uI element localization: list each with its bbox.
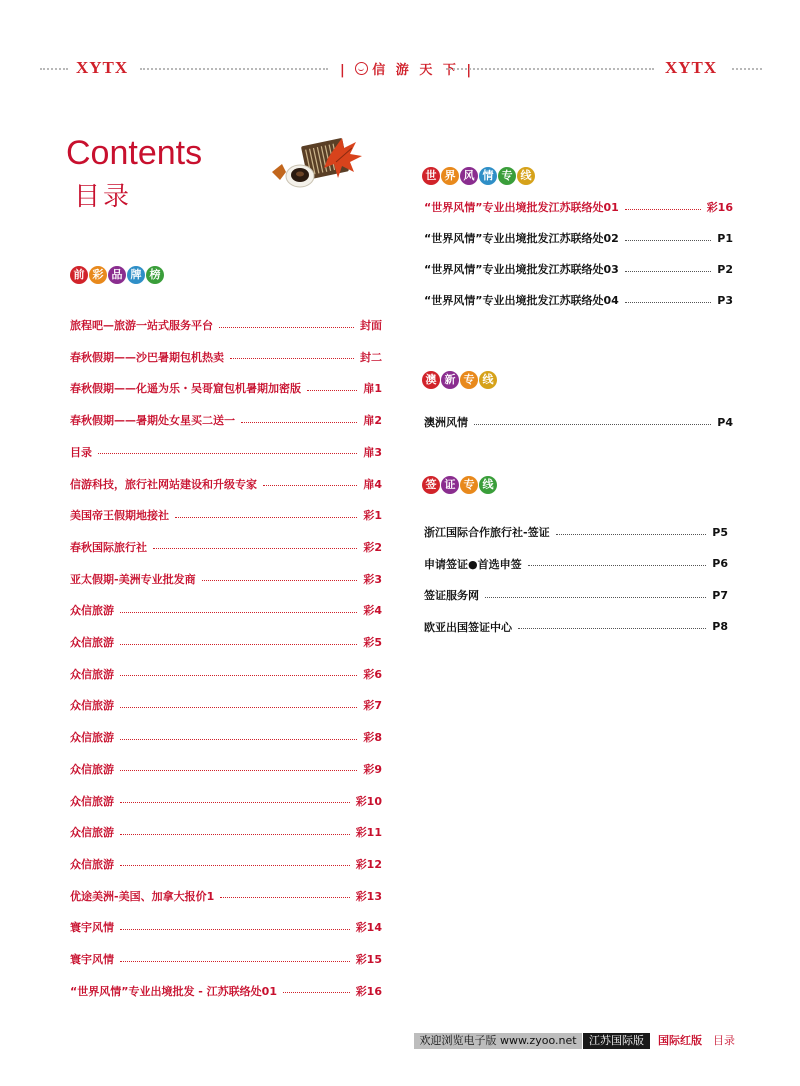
toc-entry-title: 众信旅游: [70, 826, 114, 840]
toc-entry-title: 目录: [70, 445, 92, 459]
toc-entry[interactable]: [424, 199, 733, 215]
toc-entry[interactable]: [70, 444, 382, 460]
toc-entry-page: P2: [717, 262, 733, 276]
toc-entry-title: 旅程吧—旅游一站式服务平台: [70, 319, 213, 332]
header-dots-right: [732, 68, 762, 70]
toc-entry-title: 寰宇风情: [70, 921, 114, 935]
dotted-leader: [474, 424, 711, 425]
badge-char: 专: [460, 476, 478, 494]
dotted-leader: [120, 961, 350, 962]
coffee-cup-icon: [286, 165, 314, 187]
toc-entry-title: 众信旅游: [70, 762, 114, 776]
header-dots-left: [40, 68, 68, 70]
dotted-leader: [625, 209, 701, 210]
toc-entry-page: 彩16: [355, 984, 382, 998]
footer-promo[interactable]: 欢迎浏览电子版 www.zyoo.net: [414, 1033, 582, 1049]
toc-entry-title: 众信旅游: [70, 731, 114, 745]
toc-entry[interactable]: [424, 587, 728, 603]
toc-entry[interactable]: [424, 524, 728, 540]
toc-entry[interactable]: [424, 230, 733, 246]
toc-entry-title: 众信旅游: [70, 636, 114, 649]
toc-entry-page: 扉2: [363, 414, 382, 428]
toc-entry[interactable]: [70, 380, 382, 396]
dotted-leader: [120, 770, 357, 771]
badge-char: 专: [460, 371, 478, 389]
toc-entry[interactable]: [424, 414, 733, 430]
toc-entry[interactable]: [70, 349, 382, 365]
toc-entry-page: 扉3: [363, 445, 382, 459]
dotted-leader: [283, 992, 350, 993]
badge-char: 新: [441, 371, 459, 389]
header-dots-left-mid: [140, 68, 328, 70]
toc-entry-title: 春秋假期——暑期处女星买二送一: [70, 414, 235, 428]
toc-entry[interactable]: [70, 666, 382, 682]
toc-entry-page: 彩8: [363, 731, 382, 745]
header-dots-right-mid: [446, 68, 654, 70]
toc-entry-page: P1: [717, 231, 733, 245]
toc-entry-page: P8: [712, 620, 728, 633]
badge-char: 榜: [146, 266, 164, 284]
toc-entry-page: 彩9: [363, 762, 382, 776]
header-center: | 信 游 天 下 |: [340, 63, 475, 78]
header-mark-left: XYTX: [76, 58, 129, 77]
toc-entry[interactable]: [70, 412, 382, 428]
dotted-leader: [202, 580, 358, 581]
dotted-leader: [220, 897, 349, 898]
dotted-leader: [625, 271, 712, 272]
badge-char: 专: [498, 167, 516, 185]
toc-entry-title: 申请签证●首选申签: [424, 557, 522, 571]
toc-entry-page: P4: [717, 415, 733, 429]
dotted-leader: [120, 707, 357, 708]
badge-char: 证: [441, 476, 459, 494]
footer-page-label: 目录: [713, 1034, 735, 1047]
dotted-leader: [120, 929, 350, 930]
toc-entry[interactable]: [424, 619, 728, 635]
badge-char: 彩: [89, 266, 107, 284]
toc-entry-title: “世界风情”专业出境批发江苏联络处03: [424, 263, 619, 276]
dotted-leader: [307, 390, 357, 391]
toc-entry[interactable]: [70, 571, 382, 587]
toc-entry-page: P6: [712, 557, 728, 570]
dotted-leader: [120, 834, 350, 835]
toc-entry[interactable]: [70, 761, 382, 777]
toc-entry-title: 众信旅游: [70, 604, 114, 618]
dotted-leader: [485, 597, 706, 598]
toc-entry-title: 春秋国际旅行社: [70, 540, 147, 554]
toc-entry-page: 封面: [360, 319, 382, 332]
toc-entry[interactable]: [70, 919, 382, 935]
toc-entry[interactable]: [424, 556, 728, 572]
toc-entry-page: 封二: [360, 350, 382, 364]
toc-entry-title: “世界风情”专业出境批发江苏联络处01: [424, 201, 619, 214]
dotted-leader: [120, 802, 350, 803]
dotted-leader: [175, 517, 357, 518]
toc-entry-page: 彩3: [363, 572, 382, 586]
dotted-leader: [230, 358, 354, 359]
toc-entry[interactable]: [70, 317, 382, 333]
toc-entry[interactable]: [70, 824, 382, 840]
toc-entry-title: 春秋假期——沙巴暑期包机热卖: [70, 350, 224, 364]
toc-entry-page: 彩10: [355, 794, 382, 808]
toc-entry[interactable]: [70, 983, 382, 999]
toc-entry[interactable]: [70, 507, 382, 523]
badge-char: 界: [441, 167, 459, 185]
toc-entry-page: 彩13: [355, 889, 382, 903]
toc-entry-title: “世界风情”专业出境批发江苏联络处02: [424, 232, 619, 245]
toc-entry[interactable]: [70, 539, 382, 555]
badge-char: 风: [460, 167, 478, 185]
toc-entry-title: 众信旅游: [70, 794, 114, 808]
toc-entry-title: 众信旅游: [70, 699, 114, 713]
toc-entry-page: 彩16: [706, 201, 733, 214]
coffee-leaves-illustration: [264, 132, 364, 198]
badge-char: 品: [108, 266, 126, 284]
toc-entry-page: P7: [712, 588, 728, 602]
footer-edition: 江苏国际版: [583, 1033, 650, 1049]
toc-entry-page: P5: [712, 525, 728, 539]
badge-char: 世: [422, 167, 440, 185]
toc-entry-page: 彩5: [363, 636, 382, 649]
toc-entry-title: “世界风情”专业出境批发 - 江苏联络处01: [70, 984, 277, 998]
toc-entry-title: 春秋假期——化遥为乐・吴哥窟包机暑期加密版: [70, 382, 301, 396]
toc-entry[interactable]: [70, 951, 382, 967]
toc-entry-page: 彩14: [355, 921, 382, 935]
dotted-leader: [98, 453, 357, 454]
toc-entry[interactable]: [70, 729, 382, 745]
dotted-leader: [120, 612, 357, 613]
section-heading-aoxin: [422, 371, 497, 389]
toc-entry-title: 寰宇风情: [70, 953, 114, 966]
toc-entry-title: 亚太假期-美洲专业批发商: [70, 572, 196, 586]
toc-entry-title: 众信旅游: [70, 857, 114, 871]
toc-entry[interactable]: [424, 261, 733, 277]
dotted-leader: [263, 485, 357, 486]
toc-entry[interactable]: [70, 602, 382, 618]
dotted-leader: [625, 240, 712, 241]
toc-entry-page: 彩7: [363, 699, 382, 713]
smile-icon: [355, 62, 368, 75]
badge-char: 线: [479, 476, 497, 494]
dotted-leader: [625, 302, 712, 303]
toc-entry-page: 彩15: [355, 953, 382, 966]
toc-entry-page: 彩2: [363, 540, 382, 554]
badge-char: 前: [70, 266, 88, 284]
toc-entry[interactable]: [70, 476, 382, 492]
toc-entry-page: P3: [717, 293, 733, 307]
dotted-leader: [219, 327, 354, 328]
dotted-leader: [120, 739, 357, 740]
toc-entry-page: 扉4: [363, 477, 382, 491]
toc-entry-title: 优途美洲-美国、加拿大报价1: [70, 889, 215, 903]
small-leaf-icon: [272, 164, 286, 180]
toc-entry-title: 浙江国际合作旅行社-签证: [424, 526, 550, 539]
dotted-leader: [153, 548, 357, 549]
toc-entry[interactable]: [70, 793, 382, 809]
toc-entry-page: 彩11: [355, 826, 382, 840]
header-center-text: 信 游 天 下: [372, 63, 459, 78]
toc-entry-title: 众信旅游: [70, 667, 114, 681]
badge-char: 澳: [422, 371, 440, 389]
toc-entry-page: 彩6: [363, 667, 382, 681]
dotted-leader: [120, 675, 357, 676]
badge-char: 牌: [127, 266, 145, 284]
toc-entry-title: 签证服务网: [424, 589, 479, 602]
badge-char: 线: [517, 167, 535, 185]
badge-char: 签: [422, 476, 440, 494]
toc-entry-page: 彩12: [355, 857, 382, 871]
dotted-leader: [120, 865, 350, 866]
toc-entry-title: 澳洲风情: [424, 416, 468, 429]
toc-entry[interactable]: [70, 888, 382, 904]
toc-entry-title: 欧亚出国签证中心: [424, 620, 512, 634]
dotted-leader: [120, 644, 357, 645]
contents-subtitle: 目录: [74, 182, 133, 212]
badge-char: 线: [479, 371, 497, 389]
dotted-leader: [528, 565, 707, 566]
dotted-leader: [241, 422, 357, 423]
toc-entry[interactable]: [70, 634, 382, 650]
toc-entry-title: 美国帝王假期地接社: [70, 509, 169, 523]
toc-entry[interactable]: [424, 292, 733, 308]
toc-entry[interactable]: [70, 697, 382, 713]
footer-section: 国际红版: [658, 1034, 702, 1047]
section-heading-world: [422, 167, 535, 185]
dotted-leader: [556, 534, 707, 535]
toc-entry[interactable]: [70, 856, 382, 872]
header-mark-right: XYTX: [665, 58, 718, 77]
toc-entry-page: 彩1: [363, 509, 382, 523]
toc-entry-title: 信游科技，旅行社网站建设和升级专家: [70, 477, 257, 491]
toc-entry-page: 彩4: [363, 604, 382, 618]
dotted-leader: [518, 628, 706, 629]
section-heading-visa: [422, 476, 497, 494]
toc-entry-title: “世界风情”专业出境批发江苏联络处04: [424, 294, 619, 307]
section-heading-brands: [70, 266, 164, 284]
toc-entry-page: 扉1: [363, 382, 382, 396]
contents-title: Contents: [66, 134, 203, 172]
badge-char: 情: [479, 167, 497, 185]
